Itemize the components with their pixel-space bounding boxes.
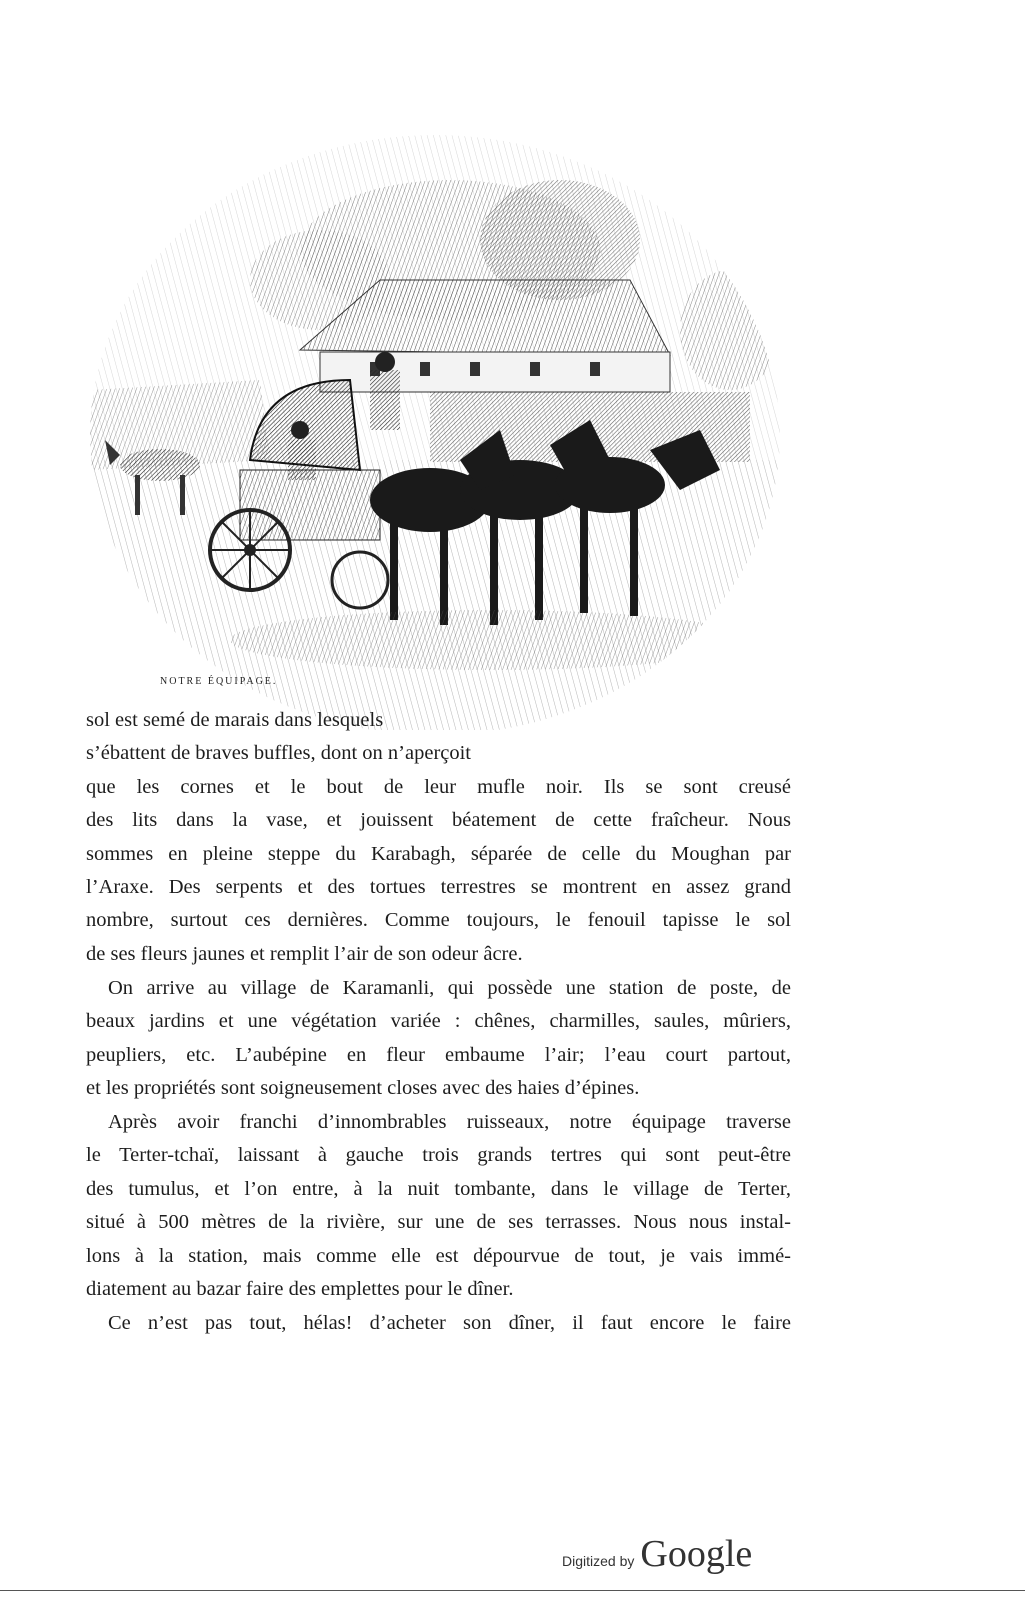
page-bottom-rule (0, 1590, 1025, 1591)
illustration-caption: NOTRE ÉQUIPAGE. (160, 676, 278, 687)
text-line: Ce n’est pas tout, hélas! d’acheter son dîner, il faut encore le faire (108, 1312, 791, 1334)
text-line: On arrive au village de Karamanli, qui possède une station de poste, de (108, 977, 791, 999)
google-logo: Google (640, 1533, 753, 1575)
text-line: situé à 500 mètres de la rivière, sur une de ses terrasses. Nous nous instal- (86, 1211, 791, 1234)
text-line: beaux jardins et une végétation variée : chênes, charmilles, saules, mûriers, (86, 1010, 791, 1033)
text-line: le Terter-tchaï, laissant à gauche trois grands tertres qui sont peut-être (86, 1144, 791, 1167)
paragraph-1 (86, 704, 791, 971)
text-line: des lits dans la vase, et jouissent béatement de cette fraîcheur. Nous (86, 809, 791, 832)
text-line: lons à la station, mais comme elle est dépourvue de tout, je vais immé- (86, 1244, 791, 1267)
paragraph-4 (86, 1307, 791, 1340)
text-line: et les propriétés sont soigneusement closes avec des haies d’épines. (86, 1077, 640, 1100)
paragraph-3 (86, 1106, 791, 1306)
engraving-illustration (90, 130, 780, 730)
text-line: peupliers, etc. L’aubépine en fleur embaume l’air; l’eau court partout, (86, 1043, 791, 1066)
text-line: l’Araxe. Des serpents et des tortues terrestres se montrent en assez grand (86, 876, 791, 899)
text-line: de ses fleurs jaunes et remplit l’air de son odeur âcre. (86, 942, 523, 965)
digitized-by-google-watermark (562, 1532, 752, 1576)
text-line: Après avoir franchi d’innombrables ruisseaux, notre équipage traverse (108, 1111, 791, 1133)
paragraph-2 (86, 972, 791, 1106)
text-line: sommes en pleine steppe du Karabagh, séparée de celle du Moughan par (86, 842, 791, 865)
watermark-prefix: Digitized by (562, 1553, 635, 1569)
text-line: s’ébattent de braves buffles, dont on n’aperçoit (86, 742, 472, 765)
text-line: que les cornes et le bout de leur mufle noir. Ils se sont creusé (86, 775, 791, 798)
text-line: des tumulus, et l’on entre, à la nuit tombante, dans le village de Terter, (86, 1177, 791, 1200)
text-line: diatement au bazar faire des emplettes pour le dîner. (86, 1278, 514, 1301)
text-line: nombre, surtout ces dernières. Comme toujours, le fenouil tapisse le sol (86, 909, 791, 932)
text-line: sol est semé de marais dans lesquels (86, 709, 384, 731)
